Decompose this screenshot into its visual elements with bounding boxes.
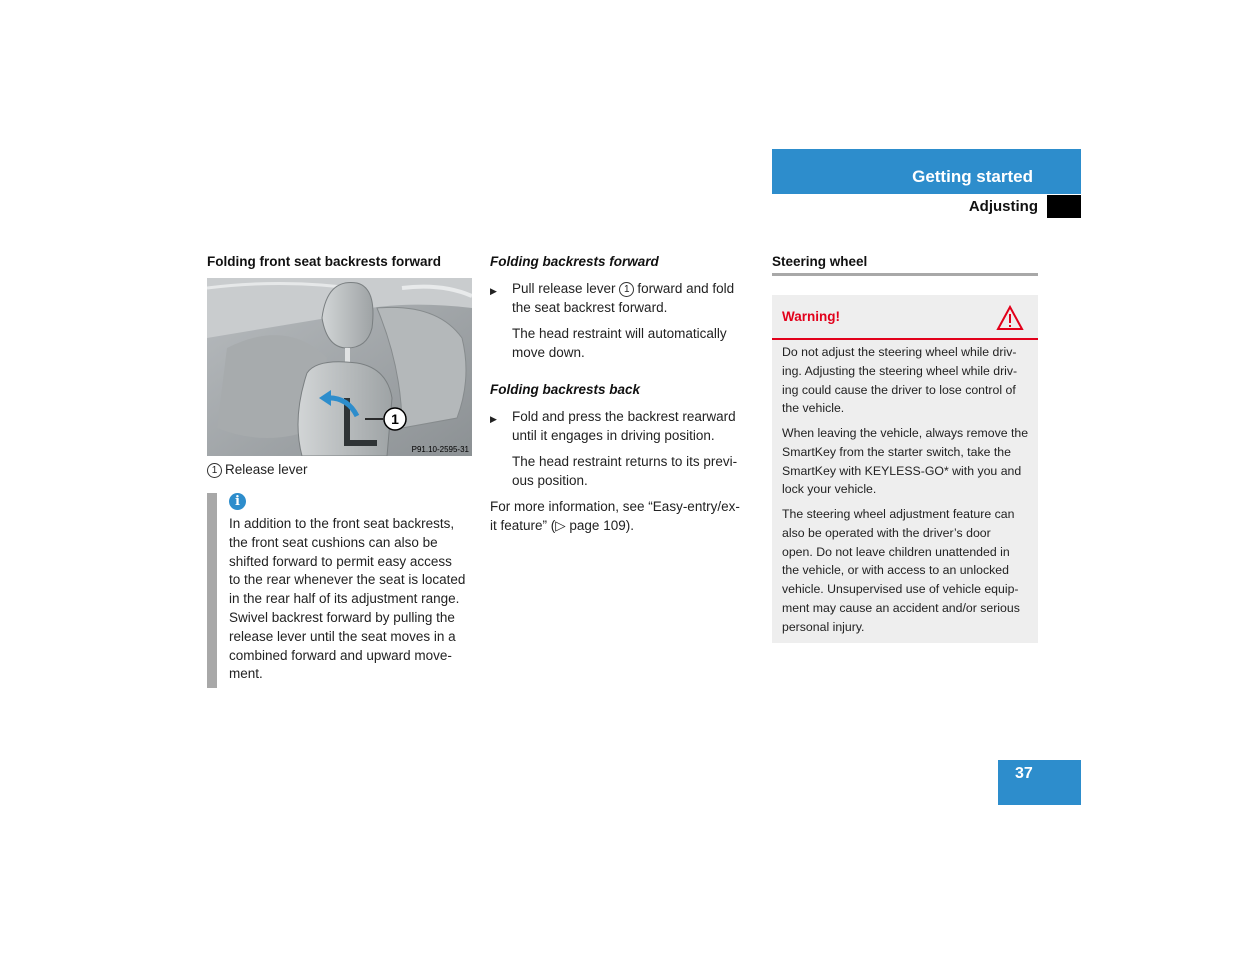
info-line: Swivel backrest forward by pulling the [229, 609, 455, 625]
folding-forward-heading: Folding backrests forward [490, 254, 659, 269]
result1-line: move down. [512, 345, 585, 360]
result2-line: The head restraint returns to its previ- [512, 454, 738, 469]
warning-line: also be operated with the driver’s door [782, 525, 991, 540]
warning-line: The steering wheel adjustment feature can [782, 507, 1015, 521]
more-info-line: For more information, see “Easy-entry/ex- [490, 499, 740, 514]
warning-line: lock your vehicle. [782, 482, 877, 497]
seat-release-lever-illustration [207, 278, 472, 456]
warning-line: vehicle. Unsupervised use of vehicle equip- [782, 582, 1019, 597]
figure-code: P91.10-2595-31 [411, 445, 469, 454]
step-fold-back [490, 407, 757, 445]
info-line: in the rear half of its adjustment range. [229, 591, 460, 607]
warning-line: the vehicle, or with access to an unlocked [782, 563, 1009, 578]
step-fold-forward [490, 279, 757, 317]
caption-text: Release lever [225, 462, 308, 477]
info-line: ment. [229, 666, 263, 682]
section-header-band [772, 149, 1081, 194]
warning-label: Warning! [782, 309, 840, 324]
info-line: release lever until the seat moves in a [229, 628, 456, 644]
warning-line: ment may cause an accident and/or serious [782, 600, 1020, 615]
figure-caption [207, 462, 308, 478]
warning-line: personal injury. [782, 619, 865, 634]
warning-triangle-icon [996, 305, 1024, 331]
result2-line: ous position. [512, 473, 588, 488]
warning-line: ing. Adjusting the steering wheel while driv- [782, 363, 1018, 378]
subsection-title: Adjusting [968, 198, 1038, 215]
page-number-tab [998, 760, 1081, 805]
step2-line: until it engages in driving position. [512, 428, 715, 443]
warning-line: SmartKey from the starter switch, take the [782, 444, 1011, 459]
info-line: the front seat cushions can also be [229, 534, 438, 550]
info-note-bar [207, 493, 217, 688]
warning-line: ing could cause the driver to lose control of [782, 382, 1016, 397]
info-line: combined forward and upward move- [229, 647, 452, 663]
caption-number-circle: 1 [207, 463, 222, 478]
info-line: to the rear whenever the seat is located [229, 572, 466, 588]
info-icon: i [229, 493, 246, 510]
warning-line: SmartKey with KEYLESS-GO* with you and [782, 463, 1022, 478]
warning-paragraph-3 [782, 505, 1030, 637]
folding-back-heading: Folding backrests back [490, 382, 641, 397]
step2-line: Fold and press the backrest rearward [512, 409, 736, 424]
warning-rule [772, 338, 1038, 340]
lever-number-circle: 1 [619, 282, 634, 297]
result-fold-forward [512, 324, 727, 362]
step1-text-c: the seat backrest forward. [512, 300, 668, 315]
warning-paragraph-1 [782, 343, 1030, 418]
step1-text-a: Pull release lever [512, 281, 616, 296]
warning-box [772, 295, 1038, 643]
figure-callout-number: 1 [391, 411, 399, 427]
arrow-right-icon: ▶ [490, 414, 497, 424]
folding-seat-heading: Folding front seat backrests forward [207, 254, 442, 269]
warning-line: the vehicle. [782, 401, 845, 416]
warning-line: open. Do not leave children unattended in [782, 544, 1010, 559]
page-number: 37 [1015, 765, 1033, 782]
result-fold-back [512, 452, 737, 490]
info-note-text [229, 515, 472, 684]
warning-line: When leaving the vehicle, always remove the [782, 426, 1029, 440]
more-info-reference [490, 497, 740, 535]
thumb-index-marker [1047, 195, 1081, 218]
more-info-line: it feature” (▷ page 109). [490, 518, 634, 533]
warning-paragraph-2 [782, 424, 1030, 499]
info-line: shifted forward to permit easy access [229, 553, 452, 569]
steering-wheel-heading: Steering wheel [772, 254, 868, 269]
warning-line: Do not adjust the steering wheel while driv- [782, 345, 1017, 359]
result1-line: The head restraint will automatically [512, 326, 727, 341]
step1-text-b: forward and fold [637, 281, 735, 296]
section-title: Getting started [912, 167, 1033, 186]
info-line: In addition to the front seat backrests, [229, 516, 455, 531]
arrow-right-icon: ▶ [490, 286, 497, 296]
heading-rule [772, 273, 1038, 276]
seat-illustration-svg [207, 278, 472, 456]
